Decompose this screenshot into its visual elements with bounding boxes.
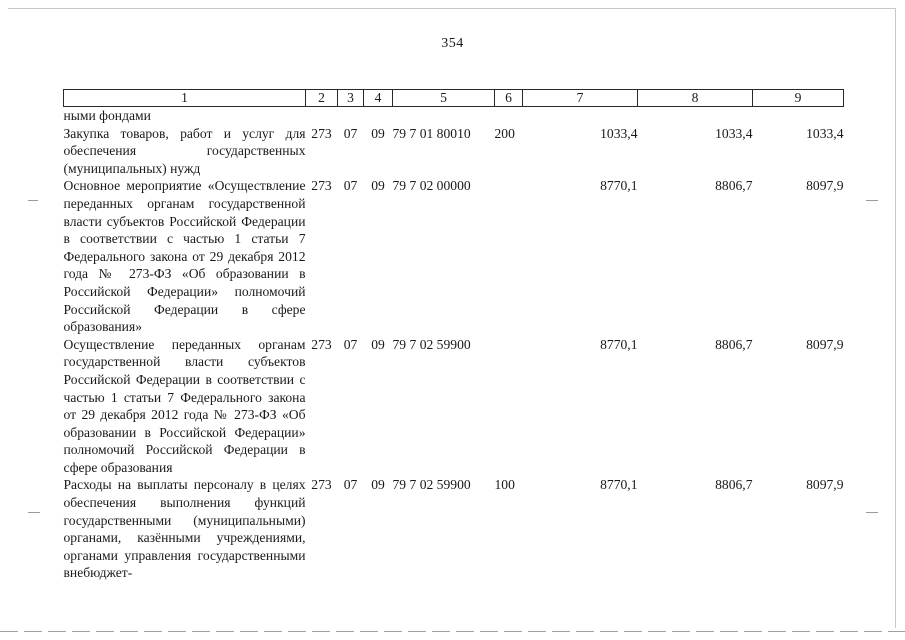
col-header-code: 5 <box>393 90 495 107</box>
row-year1: 1033,4 <box>600 125 638 141</box>
col-header-subsection: 4 <box>364 90 393 107</box>
row-year1: 8770,1 <box>600 477 638 493</box>
row-subsection: 09 <box>371 477 385 493</box>
row-name: Расходы на выплаты персоналу в целях обеспечения выполнения функций государственными (муниципальными) органами, казёнными учреждениями, органами управления государственными внебюджет- <box>63 477 306 581</box>
row-vr: 100 <box>494 477 515 493</box>
scan-artifact <box>866 512 878 513</box>
row-code: 79 7 02 59900 <box>392 477 471 493</box>
col-header-section: 3 <box>338 90 364 107</box>
row-code: 79 7 02 59900 <box>392 336 471 352</box>
scan-bottom-edge <box>0 631 905 632</box>
row-year1: 8770,1 <box>600 336 638 352</box>
row-year1: 8770,1 <box>600 178 638 194</box>
row-vr <box>495 336 523 477</box>
scan-artifact <box>28 200 38 201</box>
table-row <box>64 476 844 582</box>
row-name: Закупка товаров, работ и услуг для обеспечения государственных (муниципальных) нужд <box>63 125 306 176</box>
col-header-admin: 2 <box>306 90 338 107</box>
scan-artifact <box>28 512 40 513</box>
row-year2: 1033,4 <box>715 125 753 141</box>
row-year1 <box>523 107 638 125</box>
row-code: 79 7 02 00000 <box>392 178 471 194</box>
row-subsection: 09 <box>371 336 385 352</box>
page-frame-right <box>895 8 896 628</box>
row-year3: 8097,9 <box>806 178 844 194</box>
row-admin: 273 <box>311 178 332 194</box>
row-admin <box>306 107 338 125</box>
row-admin: 273 <box>311 336 332 352</box>
row-code: 79 7 01 80010 <box>392 125 471 141</box>
row-section: 07 <box>343 477 358 493</box>
budget-table <box>63 89 844 582</box>
row-year3 <box>753 107 844 125</box>
col-header-year1: 7 <box>523 90 638 107</box>
table-row <box>64 125 844 178</box>
scan-artifact <box>866 200 878 201</box>
row-section: 07 <box>343 125 358 141</box>
row-subsection: 09 <box>371 125 385 141</box>
row-vr <box>495 177 523 335</box>
row-vr <box>495 107 523 125</box>
table-row <box>64 107 844 125</box>
row-section <box>338 107 364 125</box>
row-year3: 8097,9 <box>806 477 844 493</box>
row-year2: 8806,7 <box>715 336 753 352</box>
table-row <box>64 336 844 477</box>
page-number: 354 <box>441 36 464 51</box>
row-name: Осуществление переданных органам государственной власти субъектов Российской Федерации в соответствии с частью 1 статьи 7 Федерального закона от 29 декабря 2012 года № 273-ФЗ «Об образовании в Российской Федерации» полномочий Российской Федерации в сфере образования <box>63 336 306 475</box>
col-header-name: 1 <box>64 90 306 107</box>
row-subsection: 09 <box>371 178 385 194</box>
row-year2 <box>638 107 753 125</box>
row-year2: 8806,7 <box>715 477 753 493</box>
row-name: Основное мероприятие «Осуществление переданных органам государственной власти субъектов Российской Федерации в соответствии с частью 1 статьи 7 Федерального закона от 29 декабря 2012 года № 273-ФЗ «Об образовании в Российской Федерации» полномочий Российской Федерации в сфере образования» <box>63 178 306 335</box>
col-header-vr: 6 <box>495 90 523 107</box>
row-code <box>393 107 495 125</box>
row-name: ными фондами <box>63 108 151 123</box>
row-admin: 273 <box>311 125 332 141</box>
page-frame-top <box>8 8 896 9</box>
header-row <box>64 90 844 107</box>
table-row <box>64 177 844 335</box>
row-vr: 200 <box>494 125 515 141</box>
row-year3: 1033,4 <box>806 125 844 141</box>
row-year3: 8097,9 <box>806 336 844 352</box>
col-header-year3: 9 <box>753 90 844 107</box>
col-header-year2: 8 <box>638 90 753 107</box>
row-section: 07 <box>343 178 358 194</box>
row-year2: 8806,7 <box>715 178 753 194</box>
row-section: 07 <box>343 336 358 352</box>
row-subsection <box>364 107 393 125</box>
row-admin: 273 <box>311 477 332 493</box>
